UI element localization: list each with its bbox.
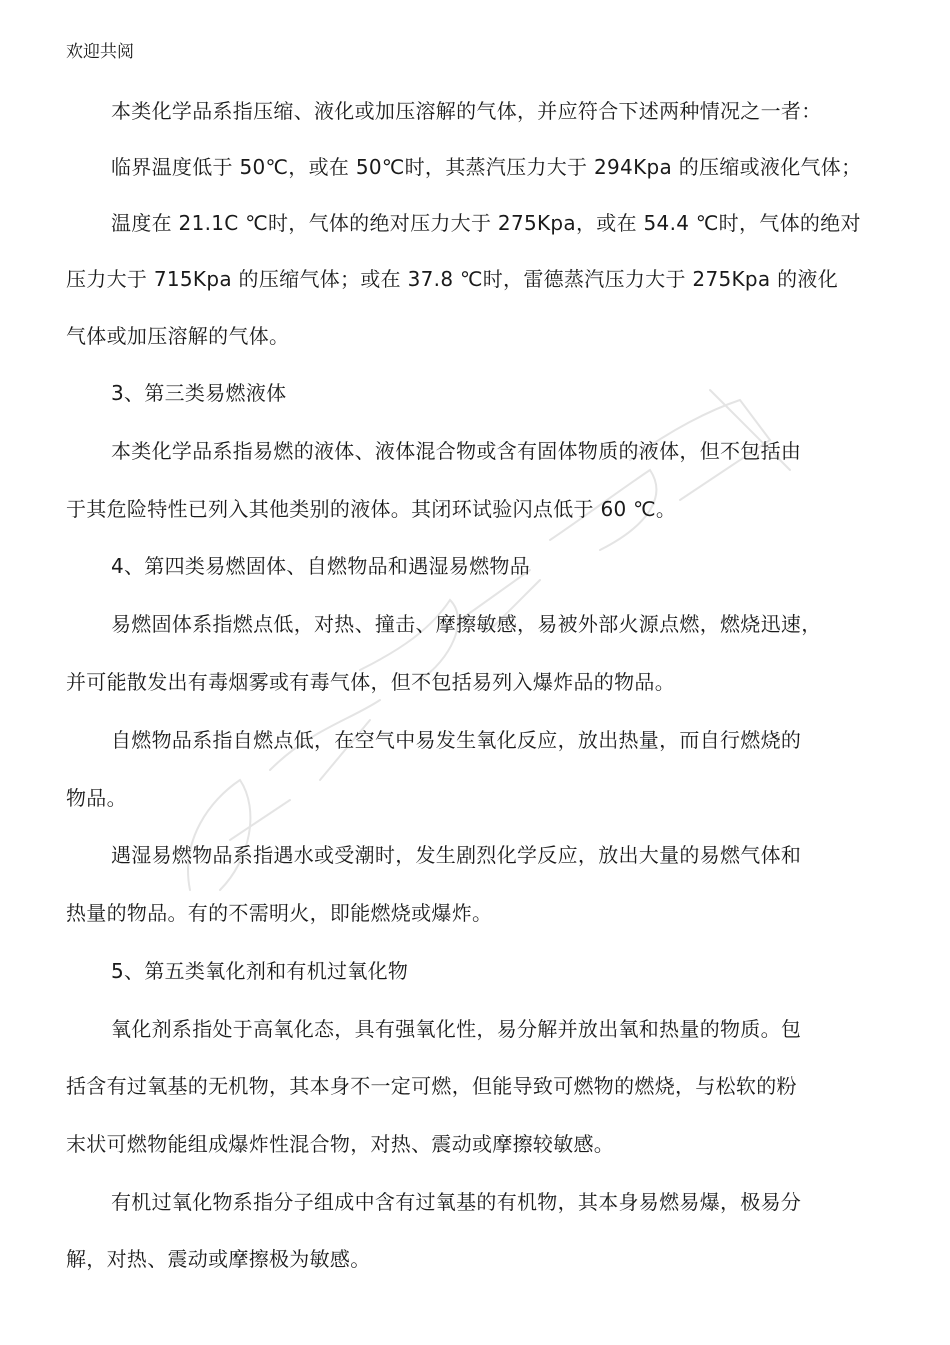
text-line: 末状可燃物能组成爆炸性混合物，对热、震动或摩擦较敏感。 [66,1132,615,1156]
text-line: 临界温度低于 50℃，或在 50℃时，其蒸汽压力大于 294Kpa 的压缩或液化气体； [111,155,862,179]
section-heading: 5、第五类氧化剂和有机过氧化物 [111,959,409,983]
text-line: 有机过氧化物系指分子组成中含有过氧基的有机物，其本身易燃易爆，极易分 [111,1190,802,1214]
section-heading: 3、第三类易燃液体 [111,381,287,405]
text-line: 括含有过氧基的无机物，其本身不一定可燃，但能导致可燃物的燃烧，与松软的粉 [66,1074,797,1098]
text-line: 易燃固体系指燃点低，对热、撞击、摩擦敏感，易被外部火源点燃，燃烧迅速， [111,612,822,636]
text-line: 热量的物品。有的不需明火，即能燃烧或爆炸。 [66,901,493,925]
text-line: 温度在 21.1C ℃时，气体的绝对压力大于 275Kpa，或在 54.4 ℃时，气体的绝对 [111,211,861,235]
text-line: 本类化学品系指压缩、液化或加压溶解的气体，并应符合下述两种情况之一者： [111,99,822,123]
text-line: 氧化剂系指处于高氧化态，具有强氧化性，易分解并放出氧和热量的物质。包 [111,1017,802,1041]
text-line: 解，对热、震动或摩擦极为敏感。 [66,1247,371,1271]
text-line: 物品。 [66,786,127,810]
text-line: 气体或加压溶解的气体。 [66,324,290,348]
text-line: 并可能散发出有毒烟雾或有毒气体，但不包括易列入爆炸品的物品。 [66,670,675,694]
text-line: 本类化学品系指易燃的液体、液体混合物或含有固体物质的液体，但不包括由 [111,439,802,463]
section-heading: 4、第四类易燃固体、自燃物品和遇湿易燃物品 [111,554,531,578]
text-line: 压力大于 715Kpa 的压缩气体；或在 37.8 ℃时，雷德蒸汽压力大于 275Kpa 的液化 [66,267,839,291]
text-line: 遇湿易燃物品系指遇水或受潮时，发生剧烈化学反应，放出大量的易燃气体和 [111,843,802,867]
text-line: 自燃物品系指自燃点低，在空气中易发生氧化反应，放出热量，而自行燃烧的 [111,728,802,752]
page-header: 欢迎共阅 [66,42,134,62]
text-line: 于其危险特性已列入其他类别的液体。其闭环试验闪点低于 60 ℃。 [66,497,677,521]
